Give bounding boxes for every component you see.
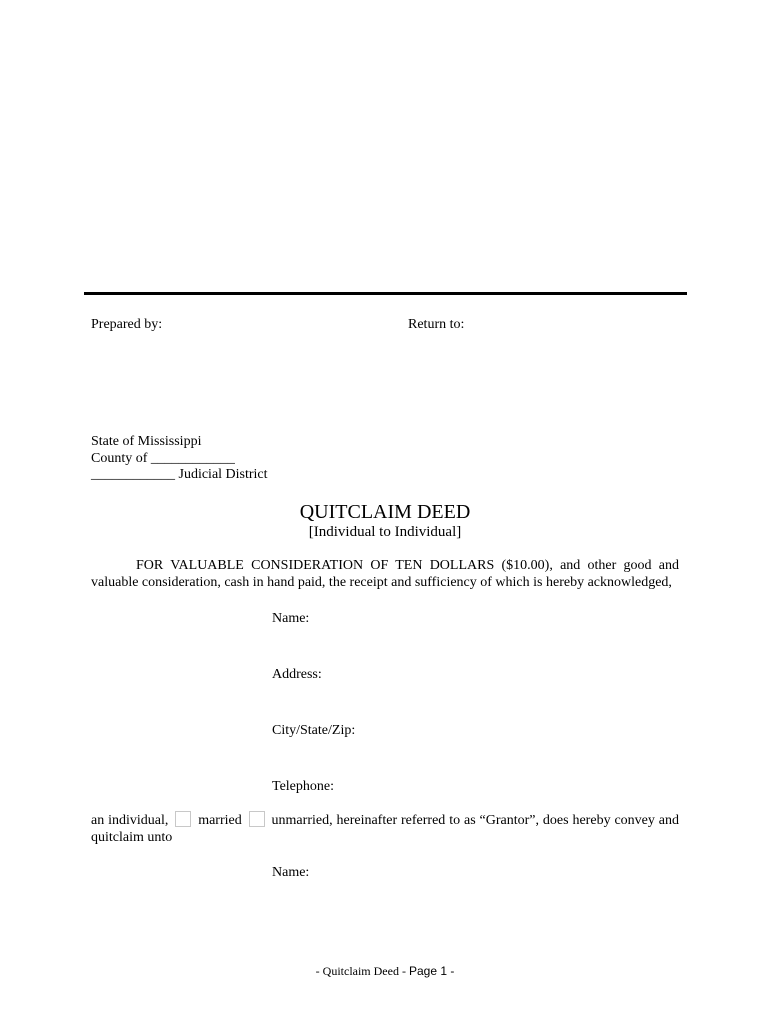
married-label: married <box>198 813 242 828</box>
header-rule <box>84 292 687 295</box>
consideration-paragraph <box>91 557 679 591</box>
grantor-phone-label: Telephone: <box>272 779 334 794</box>
grantor-city-label: City/State/Zip: <box>272 723 356 738</box>
grantor-clause-rest: unmarried, hereinafter referred to as “Grantor”, does hereby convey and quitclaim unto <box>91 813 680 845</box>
district-line: ____________ Judicial District <box>91 467 268 482</box>
return-to-label: Return to: <box>408 317 465 332</box>
married-checkbox[interactable] <box>175 811 191 827</box>
grantor-clause <box>91 811 679 846</box>
footer-page-number: Page 1 - <box>408 964 455 978</box>
state-line: State of Mississippi <box>91 434 202 449</box>
document-title: QUITCLAIM DEED <box>299 501 471 523</box>
document-subtitle: [Individual to Individual] <box>308 524 462 540</box>
grantor-name-label: Name: <box>272 611 310 626</box>
county-line: County of ____________ <box>91 451 235 466</box>
page-footer <box>0 964 770 979</box>
grantee-name-label: Name: <box>272 865 310 880</box>
grantor-clause-prefix: an individual, <box>91 813 169 828</box>
unmarried-checkbox[interactable] <box>249 811 265 827</box>
prepared-by-label: Prepared by: <box>91 317 163 332</box>
footer-doc-name: - Quitclaim Deed - <box>315 964 406 978</box>
grantor-address-label: Address: <box>272 667 322 682</box>
consideration-text: FOR VALUABLE CONSIDERATION OF TEN DOLLARS ($10.00), and other good and valuable consideration, cash in hand paid, the receipt and sufficiency of which is hereby acknowledged, <box>91 558 679 590</box>
